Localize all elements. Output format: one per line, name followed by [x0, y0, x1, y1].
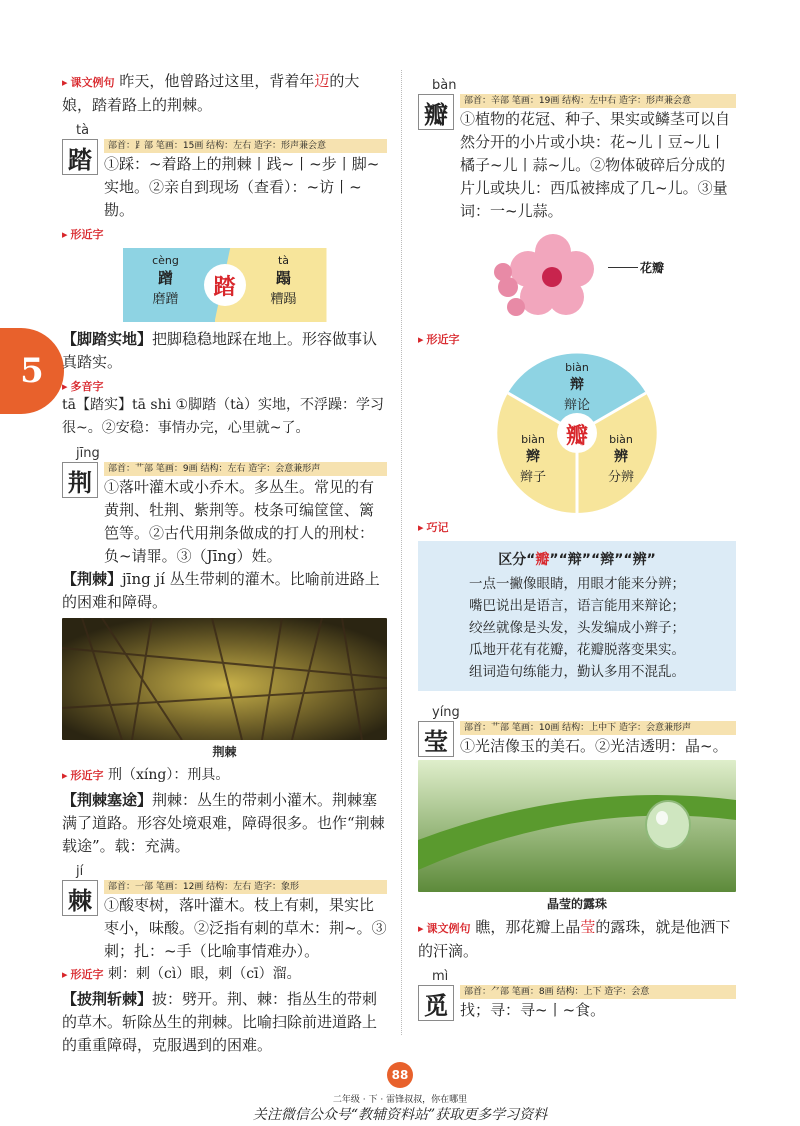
pie-left: biàn 辫 辫子 [519, 433, 546, 485]
similar-char-3: ▸ 形近字 刺：刺（cì）眼，刺（cī）溜。 [62, 963, 387, 986]
flower-figure [418, 227, 736, 327]
right-column [418, 70, 736, 1022]
similar-char-2: ▸ 形近字 刑（xíng）：刑具。 [62, 764, 387, 787]
definition: ①酸枣树，落叶灌木。枝上有刺，果实比枣小，味酸。②泛指有刺的草木：荆~。③刺；扎：~手（比喻事情难办）。 [104, 896, 387, 960]
tip-title: 区分“瓣”“辩”“辫”“辨” [498, 552, 656, 568]
pinyin: bàn [432, 78, 457, 93]
entry-ying [418, 705, 736, 758]
idiom-jiaotashidi: 【脚踏实地】把脚稳稳地踩在地上。形容做事认真踏实。 [62, 330, 378, 371]
footer-notice: 关注微信公众号“教辅资料站”获取更多学习资料 [252, 1107, 548, 1123]
character-box: 莹 [418, 721, 454, 757]
chapter-tab [0, 328, 64, 414]
photo-caption: 荆棘 [212, 745, 237, 759]
character-info: 部首：⺈部 笔画：8画 结构：上下 造字：会意 [460, 985, 736, 999]
label-line [608, 267, 638, 268]
definition: ①落叶灌木或小乔木。多丛生。常见的有黄荆、牡荆、紫荆等。枝条可编筐筐、篱笆等。②古代用荆条做成的打人的刑杖：负~请罪。③（Jīng）姓。 [104, 478, 375, 565]
entry-ji [62, 864, 387, 963]
example-label: ▸ 课文例句 [62, 76, 115, 89]
definition: ①光洁像玉的美石。②光洁透明：晶~。 [460, 737, 728, 755]
entry-mi [418, 969, 736, 1022]
page-number: 88 [387, 1062, 413, 1088]
polyphone-label: ▸ 多音字 [62, 378, 387, 394]
footer-lesson: 二年级 · 下 · 雷锋叔叔，你在哪里 [332, 1095, 468, 1105]
flower-label: 花瓣 [640, 261, 665, 275]
polyphone-text: tā【踏实】tā shi ①脚踏（tà）实地，不浮躁：学习很~。②安稳：事情办完，心里就~了。 [62, 397, 385, 436]
chapter-number: 5 [20, 351, 44, 391]
pinyin: tà [76, 123, 90, 138]
similar-char-center: 踏 [204, 264, 246, 306]
character-box: 荆 [62, 462, 98, 498]
similar-char-pie [497, 353, 657, 513]
dewdrop-photo [418, 760, 736, 892]
definition: ①踩：~着路上的荆棘丨践~丨~步丨脚~实地。②亲自到现场（查看）：~访丨~勘。 [104, 155, 380, 219]
similar-char-label: ▸ 形近字 [62, 226, 387, 242]
character-info: 部首：艹部 笔画：9画 结构：左右 造字：会意兼形声 [104, 462, 387, 476]
definition: ①植物的花冠、种子、果实或鳞茎可以自然分开的小片或小块：花~儿丨豆~儿丨橘子~儿丨蒜~儿。②物体破碎后分成的片儿或块儿：西瓜被摔成了几~儿。③量词：一~儿蒜。 [460, 110, 731, 220]
definition: 找；寻：寻~丨~食。 [460, 1001, 606, 1019]
pinyin: jí [76, 864, 84, 879]
character-info: 部首：一部 笔画：12画 结构：左右 造字：象形 [104, 880, 387, 894]
entry-jing [62, 446, 387, 568]
pinyin: mì [432, 969, 449, 984]
pie-top: biàn 辩 辩论 [563, 361, 590, 413]
similar-char-diagram [123, 248, 327, 322]
pie-center: 瓣 [565, 423, 588, 449]
photo-caption: 晶莹的露珠 [546, 897, 607, 911]
pinyin: jīng [76, 446, 100, 461]
entry-ban [418, 78, 736, 223]
character-info: 部首：⻊部 笔画：15画 结构：左右 造字：形声兼会意 [104, 139, 387, 153]
character-box: 觅 [418, 985, 454, 1021]
example-sentence-1: ▸ 课文例句 昨天，他曾路过这里，背着年迈的大娘，踏着路上的荆棘。 [62, 70, 387, 117]
idiom-jingjisaitu: 【荆棘塞途】荆棘：丛生的带刺小灌木。荆棘塞满了道路。形容处境艰难，障碍很多。也作“荆棘载途”。载：充满。 [62, 791, 385, 855]
left-column [62, 70, 387, 1057]
cherry-blossom-image [488, 227, 618, 327]
idiom-jingji: 【荆棘】jīng jí 丛生带刺的灌木。比喻前进路上的困难和障碍。 [62, 570, 380, 611]
entry-ta [62, 123, 387, 222]
memory-tip-box [418, 541, 736, 691]
character-info: 部首：辛部 笔画：19画 结构：左中右 造字：形声兼会意 [460, 94, 736, 108]
tip-label: ▸ 巧记 [418, 519, 736, 535]
character-box: 瓣 [418, 94, 454, 130]
similar-char-left: cèng 蹭 磨蹭 [152, 254, 179, 307]
tip-line: 嘴巴说出是语言，语言能用来辩论； [469, 598, 685, 614]
tip-line: 组词造句练能力，勤认多用不混乱。 [469, 664, 685, 680]
character-box: 踏 [62, 139, 98, 175]
character-info: 部首：艹部 笔画：10画 结构：上中下 造字：会意兼形声 [460, 721, 736, 735]
similar-char-label: ▸ 形近字 [418, 331, 736, 347]
example-sentence-2: ▸ 课文例句 瞧，那花瓣上晶莹的露珠，就是他洒下的汗滴。 [418, 916, 736, 963]
column-divider [401, 70, 402, 1035]
pie-right: biàn 辨 分辨 [607, 433, 634, 485]
pinyin: yíng [432, 705, 460, 720]
character-box: 棘 [62, 880, 98, 916]
tip-line: 瓜地开花有花瓣，花瓣脱落变果实。 [469, 642, 685, 658]
thorn-bush-photo [62, 618, 387, 740]
similar-char-right: tà 蹋 糟蹋 [270, 254, 297, 307]
tip-line: 绞丝就像是头发，头发编成小辫子； [469, 620, 685, 636]
idiom-pijingzhanji: 【披荆斩棘】披：劈开。荆、棘：指丛生的带刺的草木。斩除丛生的荆棘。比喻扫除前进道路上的重重障碍，克服遇到的困难。 [62, 990, 378, 1054]
tip-line: 一点一撇像眼睛，用眼才能来分辨； [469, 576, 685, 592]
